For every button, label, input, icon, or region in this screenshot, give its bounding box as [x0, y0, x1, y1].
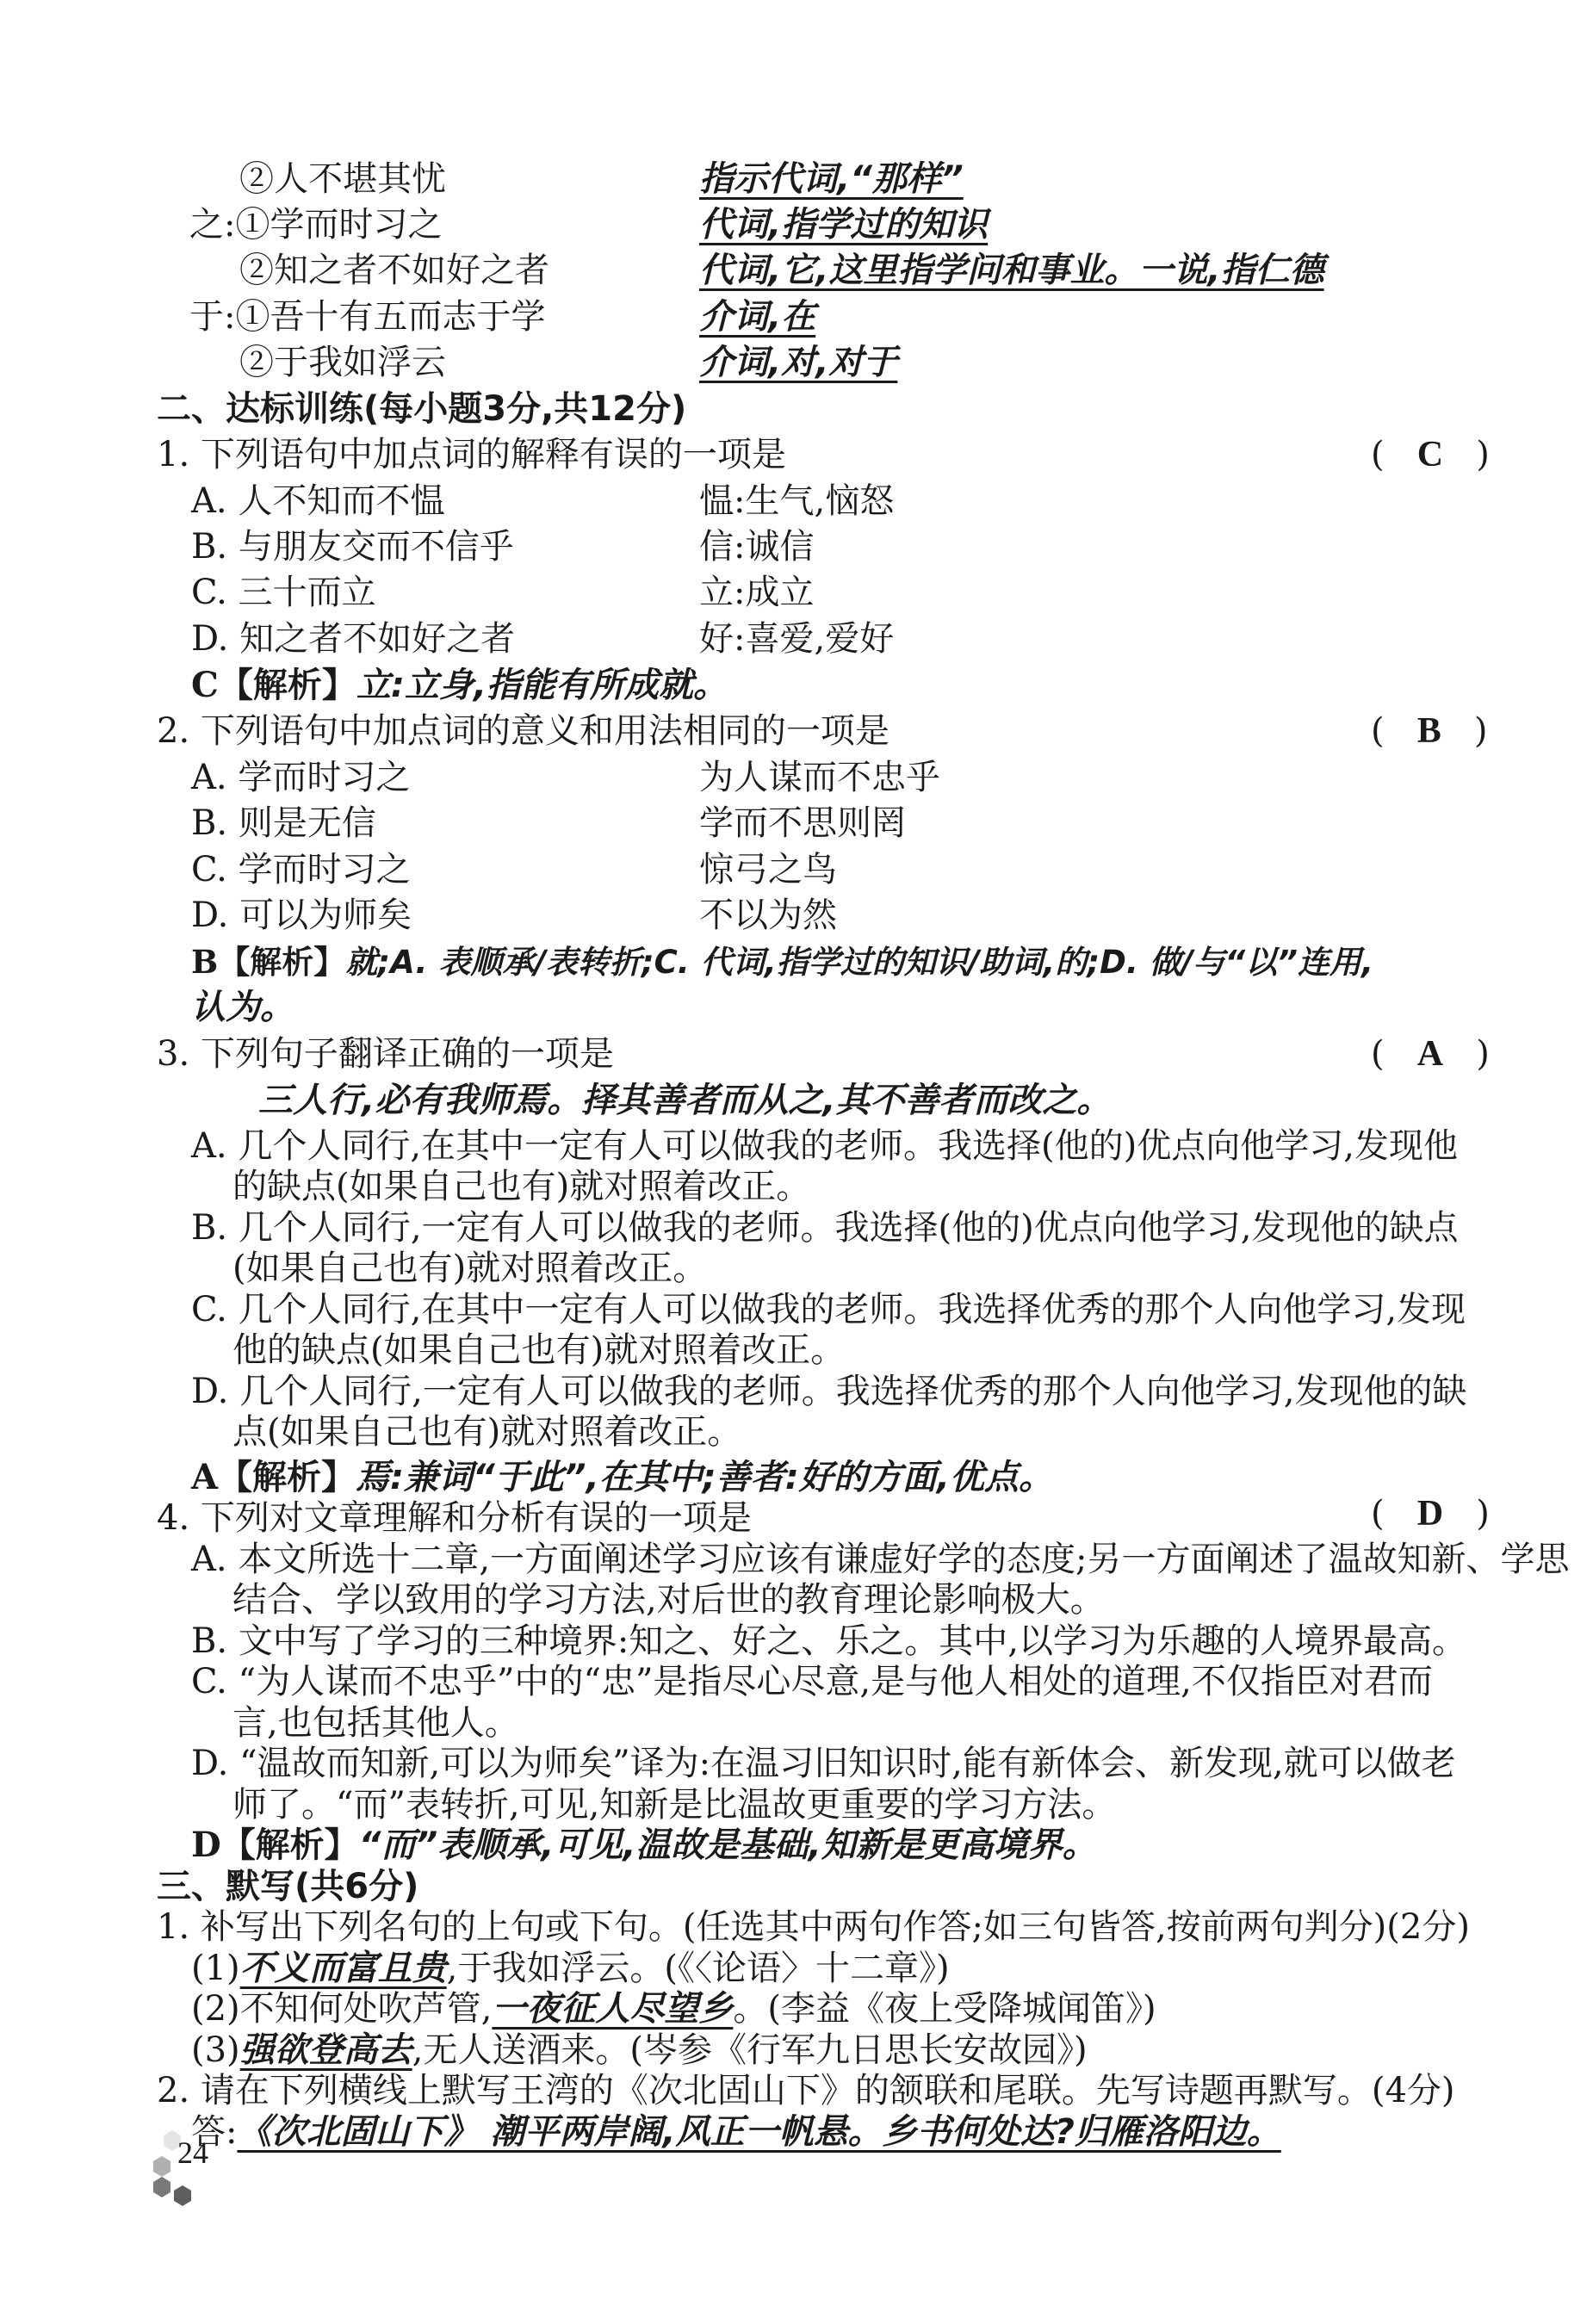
dictation-q2-stem: 2. 请在下列横线上默写王湾的《次北固山下》的颔联和尾联。先写诗题再默写。(4分): [157, 2071, 1455, 2110]
q1-analysis: [191, 663, 728, 708]
question-2-stem: 2. 下列语句中加点词的意义和用法相同的一项是: [157, 711, 889, 751]
q3-option-d-cont: 点(如果自己也有)就对照着改正。: [232, 1412, 742, 1452]
q3-analysis-label: A【解析】: [191, 1457, 356, 1497]
dictation-q2-answer-line: 答:《次北固山下》 潮平两岸阔,风正一帆悬。乡书何处达?归雁洛阳边。: [191, 2112, 1281, 2152]
q1-option-c-gloss: 立:成立: [699, 573, 815, 612]
q2-option-c-compare: 惊弓之鸟: [699, 850, 837, 889]
dictation-q1-item-1-answer: 不义而富且贵: [239, 1949, 447, 1988]
q3-option-a-cont: 的缺点(如果自己也有)就对照着改正。: [232, 1167, 811, 1206]
page-number: 24: [177, 2135, 208, 2170]
question-2-answer: B: [1416, 711, 1441, 751]
q3-option-c-cont: 他的缺点(如果自己也有)就对照着改正。: [232, 1330, 846, 1370]
q4-analysis-text: “而”表顺承,可见,温故是基础,知新是更高境界。: [358, 1825, 1097, 1865]
dictation-q2-answer: 《次北固山下》 潮平两岸阔,风正一帆悬。乡书何处达?归雁洛阳边。: [237, 2112, 1281, 2152]
q4-analysis-label: D【解析】: [191, 1825, 359, 1865]
q3-option-b: B. 几个人同行,一定有人可以做我的老师。我选择(他的)优点向他学习,发现他的缺点: [191, 1208, 1459, 1248]
q3-analysis: [191, 1455, 1053, 1500]
q3-option-a: A. 几个人同行,在其中一定有人可以做我的老师。我选择(他的)优点向他学习,发现他: [191, 1126, 1458, 1166]
question-3-answer: A: [1416, 1034, 1444, 1074]
q1-option-b: B. 与朋友交而不信乎: [191, 527, 514, 567]
q3-analysis-text: 焉:兼词“于此”,在其中;善者:好的方面,优点。: [356, 1458, 1053, 1497]
dictation-q1-item-3: (3)强欲登高去,无人送酒来。(岑参《行军九日思长安故园》): [191, 2030, 1088, 2070]
dictation-q1-item-1: (1)不义而富且贵,于我如浮云。(《〈论语〉十二章》): [191, 1949, 950, 1988]
q3-option-c: C. 几个人同行,在其中一定有人可以做我的老师。我选择优秀的那个人向他学习,发现: [191, 1290, 1466, 1329]
vocab-answer-2: 代词,指学过的知识: [699, 205, 989, 245]
q3-option-d: D. 几个人同行,一定有人可以做我的老师。我选择优秀的那个人向他学习,发现他的缺: [191, 1372, 1467, 1411]
q4-option-a: A. 本文所选十二章,一方面阐述学习应该有谦虚好学的态度;另一方面阐述了温故知新、学思: [191, 1540, 1570, 1579]
q4-option-c: C. “为人谋而不忠乎”中的“忠”是指尽心尽意,是与他人相处的道理,不仅指臣对君而: [191, 1662, 1433, 1701]
section-heading-dictation: 三、默写(共6分): [157, 1867, 419, 1906]
q1-option-b-gloss: 信:诚信: [699, 527, 815, 567]
vocab-answer-4: 介词,在: [699, 297, 816, 337]
dictation-q1-item-2: (2)不知何处吹芦管,一夜征人尽望乡。(李益《夜上受降城闻笛》): [191, 1989, 1156, 2029]
q4-option-a-cont: 结合、学以致用的学习方法,对后世的教育理论影响极大。: [232, 1580, 1105, 1620]
dictation-q1-item-2-answer: 一夜征人尽望乡: [492, 1989, 734, 2029]
q4-option-d: D. “温故而知新,可以为师矣”译为:在温习旧知识时,能有新体会、新发现,就可以做老: [191, 1744, 1456, 1783]
q1-option-c: C. 三十而立: [191, 573, 376, 612]
q2-analysis-text: 就;A. 表顺承/表转折;C. 代词,指学过的知识/助词,的;D. 做/与“以”连用,: [345, 944, 1374, 981]
q2-analysis-label: B【解析】: [191, 943, 346, 981]
vocab-answer-3: 代词,它,这里指学问和事业。一说,指仁德: [699, 251, 1324, 290]
q4-option-d-cont: 师了。“而”表转折,可见,知新是比温故更重要的学习方法。: [232, 1785, 1117, 1825]
question-4-answer: D: [1416, 1494, 1444, 1534]
q1-analysis-text: 立:立身,指能有所成就。: [356, 666, 728, 705]
question-1-stem: 1. 下列语句中加点词的解释有误的一项是: [157, 435, 786, 474]
q1-option-d-gloss: 好:喜爱,爱好: [699, 619, 895, 659]
question-4-stem: 4. 下列对文章理解和分析有误的一项是: [157, 1498, 752, 1538]
q1-option-d: D. 知之者不如好之者: [191, 619, 516, 659]
q1-option-a-gloss: 愠:生气,恼怒: [699, 481, 895, 521]
q2-analysis: [191, 939, 1373, 984]
q4-analysis: [191, 1823, 1097, 1868]
q4-option-c-cont: 言,也包括其他人。: [232, 1703, 519, 1743]
vocab-line-3: ②知之者不如好之者: [239, 251, 549, 290]
section-heading-training: 二、达标训练(每小题3分,共12分): [157, 389, 687, 429]
question-3-answer-bracket: ( A ): [1371, 1034, 1490, 1074]
dictation-q1-item-3-answer: 强欲登高去: [239, 2030, 412, 2070]
question-3-stem: 3. 下列句子翻译正确的一项是: [157, 1034, 614, 1074]
q1-option-a: A. 人不知而不愠: [191, 481, 445, 521]
q3-quote: 三人行,必有我师焉。择其善者而从之,其不善者而改之。: [258, 1081, 1112, 1120]
vocab-line-1: ②人不堪其忧: [239, 159, 446, 199]
vocab-line-2: 之:①学而时习之: [189, 205, 443, 245]
q4-option-b: B. 文中写了学习的三种境界:知之、好之、乐之。其中,以学习为乐趣的人境界最高。: [191, 1621, 1467, 1661]
q2-option-b-compare: 学而不思则罔: [699, 803, 906, 843]
question-1-answer-bracket: ( C ): [1371, 435, 1490, 474]
q2-analysis-cont: 认为。: [191, 988, 294, 1027]
q3-option-b-cont: (如果自己也有)就对照着改正。: [232, 1249, 708, 1288]
dictation-q1-stem: 1. 补写出下列名句的上句或下句。(任选其中两句作答;如三句皆答,按前两句判分)(2分): [157, 1907, 1470, 1947]
question-2-answer-bracket: ( B ): [1371, 711, 1488, 751]
vocab-answer-1: 指示代词,“那样”: [699, 159, 964, 199]
vocab-answer-5: 介词,对,对于: [699, 343, 898, 382]
q2-option-a: A. 学而时习之: [191, 758, 411, 797]
vocab-line-4: 于:①吾十有五而志于学: [189, 297, 546, 337]
q2-option-d-compare: 不以为然: [699, 896, 837, 935]
question-4-answer-bracket: ( D ): [1371, 1494, 1490, 1534]
q2-option-b: B. 则是无信: [191, 803, 376, 843]
q2-option-c: C. 学而时习之: [191, 850, 411, 889]
vocab-line-5: ②于我如浮云: [239, 343, 446, 382]
question-1-answer: C: [1416, 435, 1444, 474]
q2-option-a-compare: 为人谋而不忠乎: [699, 758, 940, 797]
q2-option-d: D. 可以为师矣: [191, 896, 412, 935]
q1-analysis-label: C【解析】: [191, 665, 356, 705]
